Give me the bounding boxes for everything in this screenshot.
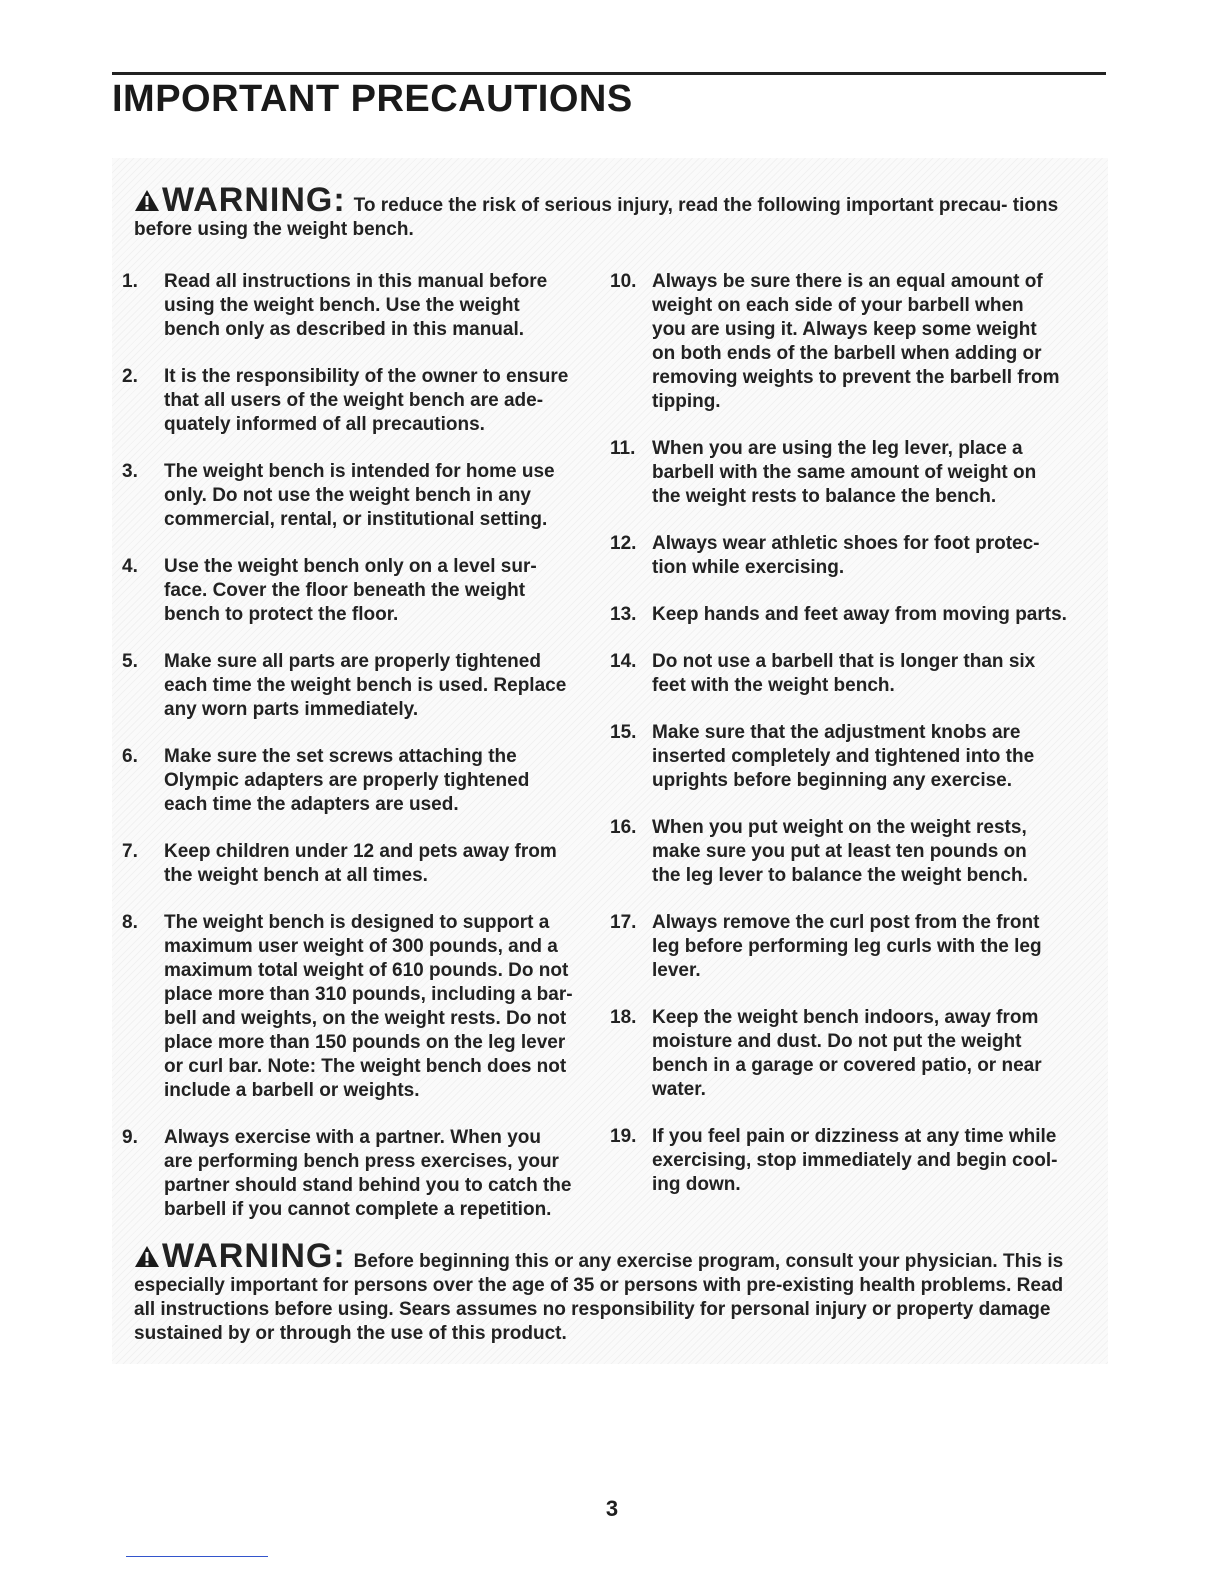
precaution-item [610,721,1094,793]
item-number: 9. [122,1127,138,1148]
page-number: 3 [605,1496,619,1521]
item-number: 19. [610,1126,637,1147]
item-number: 4. [122,556,138,577]
item-text: Do not use a barbell that is longer than six feet with the weight bench. [652,651,1036,696]
item-text: Keep hands and feet away from moving parts. [652,604,1067,625]
precaution-item [122,270,582,342]
item-text: It is the responsibility of the owner to ensure that all users of the weight bench are ade- quately informed of all precautions. [164,366,569,435]
item-number: 6. [122,746,138,767]
precaution-item [122,840,582,888]
item-text: If you feel pain or dizziness at any time while exercising, stop immediately and begin cool- ing down. [652,1126,1058,1195]
precaution-item [610,603,1094,627]
item-number: 18. [610,1007,637,1028]
item-text: Make sure all parts are properly tightened each time the weight bench is used. Replace any worn parts immediately. [164,651,567,720]
item-text: Keep the weight bench indoors, away from moisture and dust. Do not put the weight bench in a garage or covered patio, or near water. [652,1007,1042,1100]
precaution-item [122,460,582,532]
item-text: The weight bench is designed to support a maximum user weight of 300 pounds, and a maximum total weight of 610 pounds. Do not place more than 310 pounds, including a bar- bell and weights, on the weight rests. Do not place more than 150 pounds on the leg lever or curl bar. Note: The weight bench does not include a barbell or weights. [164,912,573,1101]
precaution-item [610,1006,1094,1102]
precautions-left-column [122,270,582,1222]
item-text: Always exercise with a partner. When you are performing bench press exercises, your partner should stand behind you to catch the barbell if you cannot complete a repetition. [164,1127,572,1220]
precaution-item [122,555,582,627]
item-text: Always wear athletic shoes for foot protec- tion while exercising. [652,533,1040,578]
item-text: Use the weight bench only on a level sur- face. Cover the floor beneath the weight bench to protect the floor. [164,556,537,625]
item-number: 17. [610,912,637,933]
item-text: Make sure the set screws attaching the Olympic adapters are properly tightened each time the adapters are used. [164,746,530,815]
item-number: 10. [610,271,637,292]
page-title: IMPORTANT PRECAUTIONS [112,78,633,120]
item-number: 12. [610,533,637,554]
item-text: The weight bench is intended for home use only. Do not use the weight bench in any commercial, rental, or institutional setting. [164,461,555,530]
precaution-item [610,1125,1094,1197]
precaution-item [610,650,1094,698]
precaution-item [122,650,582,722]
item-number: 15. [610,722,637,743]
warning-top [134,181,1086,242]
precaution-item [122,911,582,1103]
item-number: 11. [610,438,636,459]
item-number: 13. [610,604,637,625]
precaution-item [122,1126,582,1222]
precaution-item [122,745,582,817]
item-text: Make sure that the adjustment knobs are inserted completely and tightened into the uprights before beginning any exercise. [652,722,1035,791]
precaution-item [610,911,1094,983]
precaution-item [122,365,582,437]
warning-heading: WARNING: [162,181,346,219]
precaution-item [610,437,1094,509]
item-number: 2. [122,366,138,387]
footer-rule [126,1556,268,1557]
item-number: 1. [122,271,138,292]
item-text: When you are using the leg lever, place a barbell with the same amount of weight on the weight rests to balance the bench. [652,438,1037,507]
precaution-item [610,816,1094,888]
title-rule [112,72,1106,75]
warning-heading: WARNING: [162,1237,346,1275]
warning-triangle-icon [134,189,160,212]
item-number: 5. [122,651,138,672]
item-number: 14. [610,651,637,672]
item-text: Always be sure there is an equal amount of weight on each side of your barbell when you are using it. Always keep some weight on both ends of the barbell when adding or removing weights to prevent the barbell from tipping. [652,271,1060,412]
precaution-item [610,270,1094,414]
precaution-item [610,532,1094,580]
precautions-right-column [610,270,1094,1197]
warning-text: To reduce the risk of serious injury, read the following important precau- tions before using the weight bench. [134,195,1059,240]
item-number: 8. [122,912,138,933]
item-number: 3. [122,461,138,482]
item-number: 16. [610,817,637,838]
precautions-panel [112,158,1108,1364]
item-number: 7. [122,841,138,862]
warning-triangle-icon [134,1245,160,1268]
item-text: Read all instructions in this manual before using the weight bench. Use the weight bench only as described in this manual. [164,271,548,340]
item-text: Keep children under 12 and pets away from the weight bench at all times. [164,841,557,886]
item-text: Always remove the curl post from the front leg before performing leg curls with the leg lever. [652,912,1042,981]
item-text: When you put weight on the weight rests, make sure you put at least ten pounds on the leg lever to balance the weight bench. [652,817,1028,886]
warning-bottom [134,1237,1086,1346]
warning-text: Before beginning this or any exercise program, consult your physician. This is especially important for persons over the age of 35 or persons with pre-existing health problems. Read all instructions before using. Sears assumes no responsibility for personal injury or property damage sustained by or through the use of this product. [134,1251,1064,1344]
